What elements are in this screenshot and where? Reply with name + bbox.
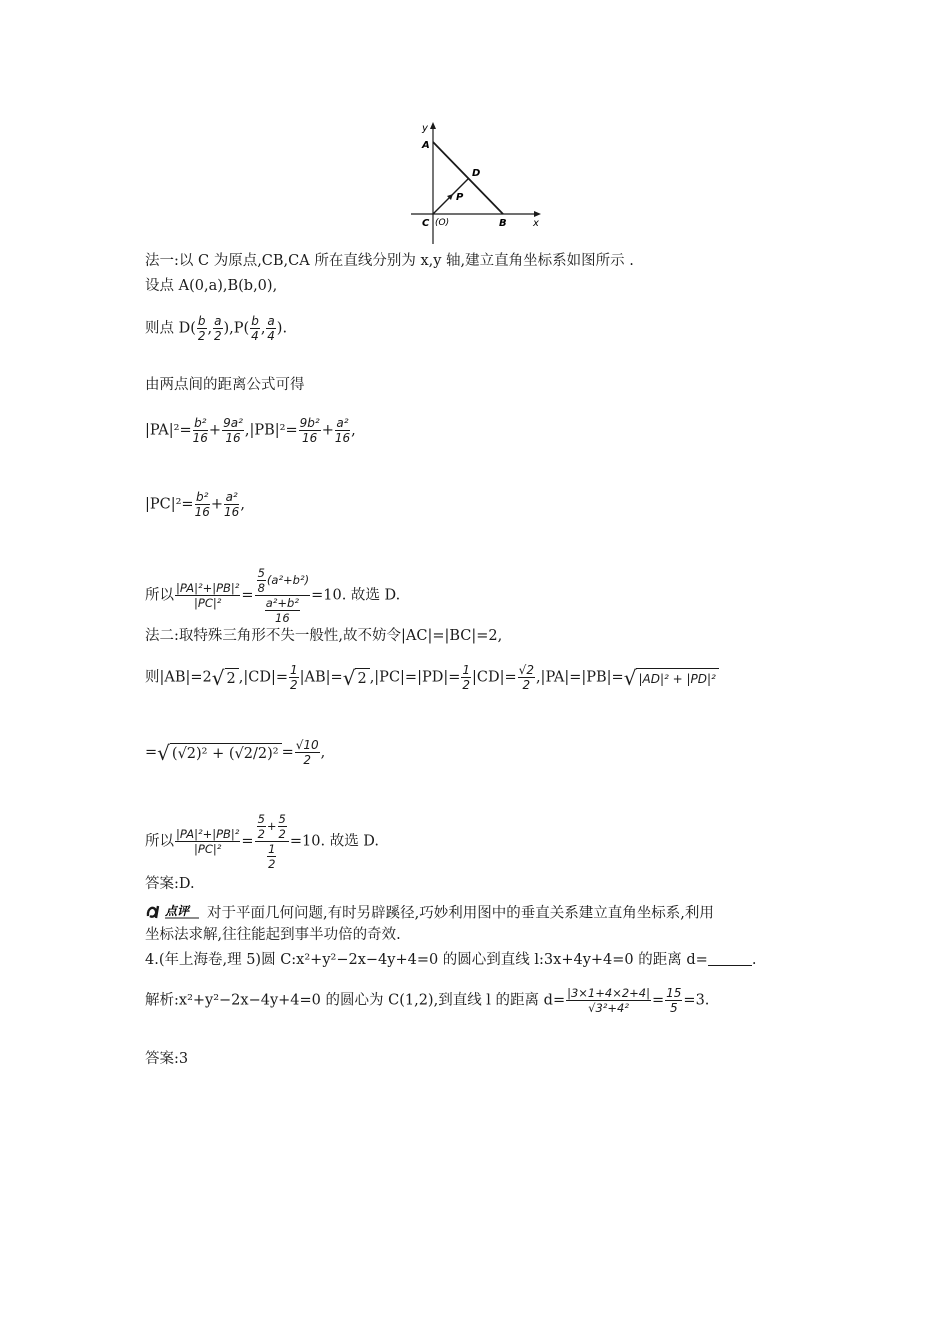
distance-formula-text: 由两点间的距离公式可得 <box>145 377 305 393</box>
answer-blank <box>708 951 752 966</box>
x-axis-arrow <box>534 211 541 217</box>
label-a: A <box>422 140 430 151</box>
frac-a-4: $\frac{a}{4}$ <box>267 314 275 343</box>
triangle-figure <box>405 118 550 248</box>
label-c: C <box>422 218 430 229</box>
frac-b-4: $\frac{b}{4}$ <box>251 314 259 343</box>
comment-badge-icon <box>145 902 201 925</box>
method2-sqrt-line: =√ (√2)² + (√2/2)² = $\frac{√10}{2}$ , <box>145 738 326 767</box>
frac-b-2: $\frac{b}{2}$ <box>197 314 206 343</box>
comment-line-1: 点评 对于平面几何问题,有时另辟蹊径,巧妙利用图中的垂直关系建立直角坐标系,利用 <box>145 902 714 925</box>
svg-text:点评: 点评 <box>165 904 190 918</box>
pc-squared: |PC|²= $\frac{\text{b²}}{16}$ + $\frac{\text{a²}}{16}$ , <box>145 490 245 519</box>
result-line-1: 所以 $\frac{\text{|PA|²+|PB|²}}{\text{|PC|²}}$ = $\frac{5}{8}$ (a²+b²) $\frac{\text{a²+b²}}{16}$ =10. 故选 D. <box>145 566 401 625</box>
question-4: 4.(年上海卷,理 5)圆 C:x²+y²−2x−4y+4=0 的圆心到直线 l:3x+4y+4=0 的距离 d= . <box>145 952 757 968</box>
label-y: y <box>422 123 428 134</box>
question-4-solution: 解析:x²+y²−2x−4y+4=0 的圆心为 C(1,2),到直线 l 的距离 d= $\frac{|3\times 1+4\times 2+4|}{\text{√3²+4²}}$ = $\frac{15}{5}$ =3. <box>145 986 710 1015</box>
answer-3: 答案:3 <box>145 1051 189 1067</box>
label-p: P <box>456 192 464 203</box>
answer-d: 答案:D. <box>145 876 195 892</box>
label-b: B <box>499 218 507 229</box>
pa-pb-squared: |PA|²= $\frac{\text{b²}}{16}$ + $\frac{\text{9a²}}{16}$ ,|PB|²= $\frac{\text{9b²}}{16}$ + $\frac{\text{a²}}{16}$ , <box>145 416 356 445</box>
label-o: (O) <box>435 218 450 228</box>
method2-lengths: 则|AB|=2√ 2 ,|CD|= $\frac{1}{2}$ |AB|=√ 2 ,|PC|=|PD|= $\frac{1}{2}$ |CD|= $\frac{√2}{2}$ ,|PA|=|PB|=√ |AD|² + |PD|² <box>145 663 719 692</box>
label-d: D <box>472 168 481 179</box>
comment-line-2: 坐标法求解,往往能起到事半功倍的奇效. <box>145 927 401 943</box>
frac-a-2: $\frac{a}{2}$ <box>214 314 222 343</box>
method2-intro: 法二:取特殊三角形不失一般性,故不妨令|AC|=|BC|=2, <box>145 628 503 644</box>
label-x: x <box>533 218 539 229</box>
y-axis-arrow <box>430 122 436 129</box>
result-line-2: 所以 $\frac{\text{|PA|²+|PB|²}}{\text{|PC|²}}$ = $\frac{5}{2}$ + $\frac{5}{2}$ $\frac{1}{2}$ =10. 故选 D. <box>145 812 380 871</box>
method1-d-p: 则点 D( $\frac{b}{2}$ , $\frac{a}{2}$ ),P( $\frac{b}{4}$ , $\frac{a}{4}$ ). <box>145 314 288 343</box>
method1-points: 设点 A(0,a),B(b,0), <box>145 278 278 294</box>
method1-intro: 法一:以 C 为原点,CB,CA 所在直线分别为 x,y 轴,建立直角坐标系如图所示 . <box>145 253 634 269</box>
